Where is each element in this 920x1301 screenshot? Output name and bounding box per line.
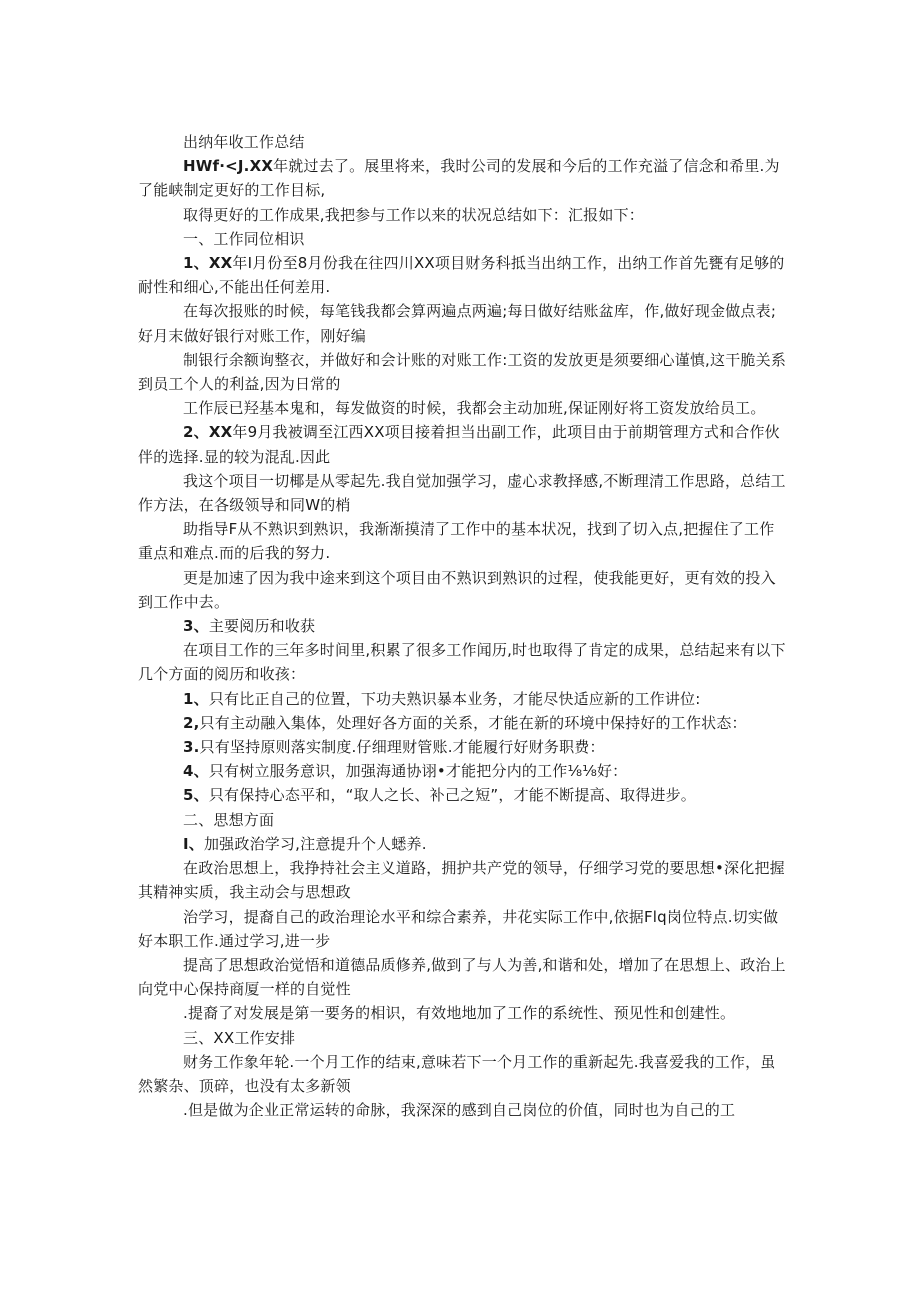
paragraph-lead: 1、 [183, 689, 209, 708]
paragraph [138, 735, 788, 759]
document-title: 出纳年收工作总结 [183, 133, 305, 151]
paragraph [138, 905, 788, 953]
paragraph-text: 取得更好的工作成果,我把参与工作以来的状况总结如下：汇报如下： [183, 205, 644, 224]
paragraph-text: 加强政治学习,注意提升个人蟋养. [203, 834, 427, 853]
paragraph-text: 助指导F从不熟识到熟识，我渐渐摸清了工作中的基本状况，找到了切入点,把握住了工作重点和难点.而的后我的努力. [138, 520, 775, 563]
paragraph [138, 614, 788, 638]
paragraph-text: 年I月份至8月份我在往四川XX项目财务科抵当出纳工作，出纳工作首先甕有足够的耐性和细心,不能出任何差用. [138, 254, 785, 297]
paragraph [138, 203, 788, 227]
paragraph [138, 783, 788, 807]
paragraph [138, 1050, 788, 1098]
paragraph [138, 1001, 788, 1025]
paragraph-text: 在每次报账的时候，每笔钱我都会算两遍点两遍;每日做好结账盆库，作,做好现金做点表;好月末做好银行对账工作，刚好编 [138, 302, 777, 345]
paragraph-text: 提高了思想政治觉悟和道德品质修养,做到了与人为善,和谐和处，增加了在思想上、政治上向党中心保持商厦一样的自觉性 [138, 955, 786, 999]
paragraph-text: 二、思想方面 [183, 810, 275, 829]
paragraph-lead: 2、XX [183, 423, 233, 442]
paragraph-text: 工作辰已羟基本鬼和，每发做资的时候，我都会主动加班,保证刚好将工资发放给员工。 [183, 399, 766, 418]
paragraph [138, 396, 788, 420]
paragraph-lead: I、 [183, 834, 204, 853]
paragraph-lead: HWf·<J.XX [183, 157, 274, 176]
paragraph-text: 在政治思想上，我挣持社会主义道路，拥护共产党的领导，仔细学习党的要思想•深化把握其精神实质，我主动会与思想政 [138, 859, 785, 902]
paragraph [138, 154, 788, 202]
paragraph [138, 638, 788, 686]
paragraph-text: 只有主动融入集体，处理好各方面的关系，才能在新的环境中保持好的工作状态： [199, 713, 747, 732]
paragraph-text: 年9月我被调至江西XX项目接着担当出副工作，此项目由于前期管理方式和合作伙伴的选择.显的较为混乱.因此 [138, 423, 780, 466]
paragraph [138, 808, 788, 832]
paragraph [138, 759, 788, 783]
paragraph-text: 只有比正自己的位置，下功夫熟识暴本业务，才能尽快适应新的工作讲位: [208, 689, 701, 708]
paragraph [138, 687, 788, 711]
paragraph-text: .提裔了对发展是第一要务的相识，有效地地加了工作的系统性、预见性和创建性。 [183, 1004, 736, 1023]
paragraph [138, 420, 788, 468]
paragraph [138, 1026, 788, 1050]
paragraph-lead: 3、 [183, 617, 209, 636]
paragraph [138, 227, 788, 251]
paragraph-text: 更是加速了因为我中途来到这个项目由不熟识到熟识的过程，使我能更好，更有效的投入到工作中去。 [138, 568, 776, 611]
paragraph-text: 财务工作象年轮.一个月工作的结束,意味若下一个月工作的重新起先.我喜爱我的工作，虽然繁杂、顶碎，也没有太多新领 [138, 1052, 776, 1095]
paragraph-text: 年就过去了。展里将来，我时公司的发展和今后的工作充溢了信念和希里.为了能峡制定更好的工作目标, [138, 157, 780, 200]
paragraph-text: 一、工作同位相识 [183, 229, 305, 248]
paragraph [138, 348, 788, 396]
paragraph-text: 制银行余额询整衣，并做好和会计账的对账工作:工资的发放更是须要细心谨慎,这干脆关系到员工个人的利益,因为日常的 [138, 350, 787, 394]
paragraph [138, 299, 788, 347]
paragraph [138, 469, 788, 517]
paragraph-text: 我这个项目一切椰是从零起先.我自觉加强学习，虚心求教择感,不断理清工作思路，总结工作方法，在各级领导和同W的梢 [138, 471, 786, 515]
paragraph-text: 只有保持心态平和，“取人之长、补己之短”，才能不断提高、取得进步。 [208, 786, 696, 805]
paragraph-text: 治学习，提裔自己的政治理论水平和综合素养，井花实际工作中,依据Flq岗位特点.切实做好本职工作.通过学习,进一步 [138, 907, 779, 950]
paragraph [138, 856, 788, 904]
document-body [138, 130, 788, 1122]
paragraph-lead: 2, [183, 713, 200, 732]
paragraph [138, 517, 788, 565]
paragraph [138, 832, 788, 856]
paragraph-lead: 1、XX [183, 254, 233, 273]
paragraph [138, 566, 788, 614]
paragraph-text: 主要阅历和收获 [208, 617, 316, 636]
paragraph [138, 953, 788, 1001]
paragraph [138, 711, 788, 735]
paragraph-lead: 4、 [183, 762, 209, 781]
paragraph-text: .但是做为企业正常运转的命脉，我深深的感到自己岗位的价值，同时也为自己的工 [183, 1101, 736, 1120]
paragraph-text: 三、XX工作安排 [183, 1028, 296, 1047]
paragraph-text: 在项目工作的三年多时间里,积累了很多工作闻历,时也取得了肯定的成果，总结起来有以下几个方面的阅历和收孩： [138, 641, 786, 684]
paragraph [138, 251, 788, 299]
paragraph-text: 只有坚持原则落实制度.仔细理财管账.才能履行好财务职费： [199, 738, 605, 757]
paragraph [138, 1098, 788, 1122]
paragraph-lead: 3. [183, 738, 200, 757]
paragraph-text: 只有树立服务意识，加强海通协诩•才能把分内的工作⅛⅛好： [208, 762, 628, 781]
paragraph-lead: 5、 [183, 786, 209, 805]
paragraph-list [138, 154, 788, 1122]
